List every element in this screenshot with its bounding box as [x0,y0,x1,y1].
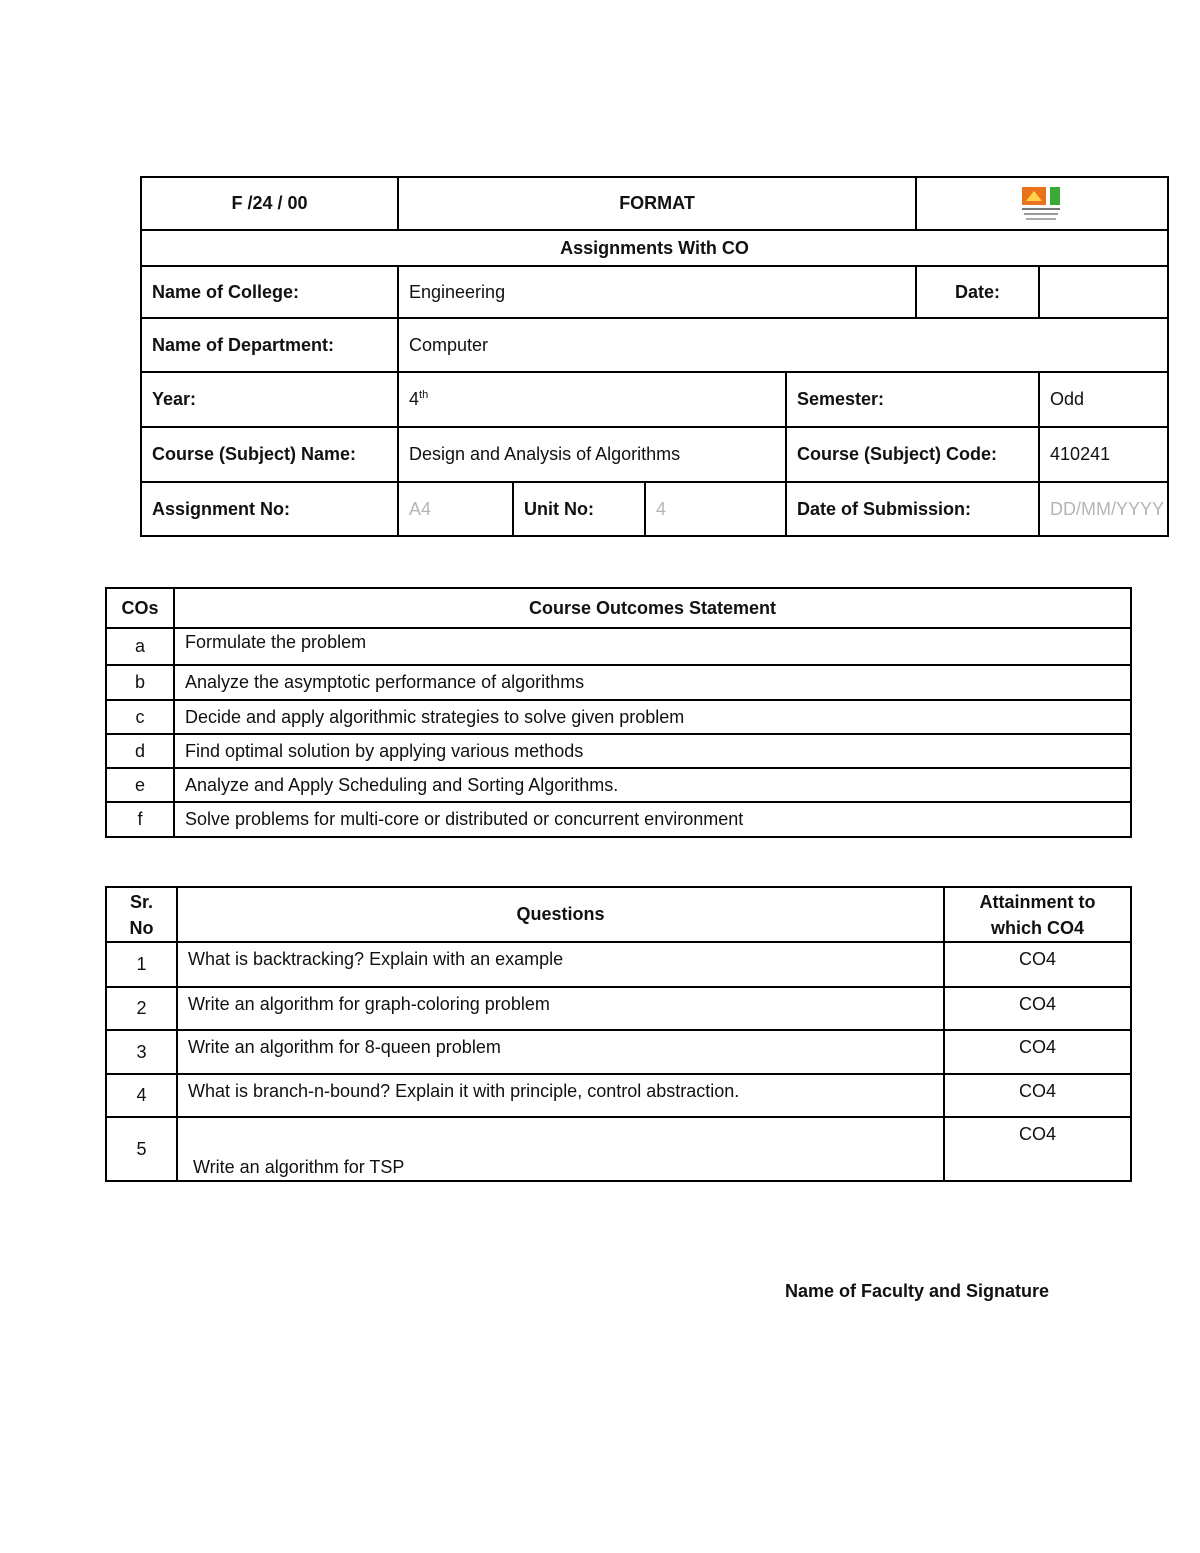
question-text: What is backtracking? Explain with an example [177,942,944,987]
course-name-value: Design and Analysis of Algorithms [398,427,786,482]
table-row [106,942,1131,987]
statement-column-header: Course Outcomes Statement [174,588,1131,628]
semester-value: Odd [1039,372,1168,427]
college-value: Engineering [398,266,916,318]
college-label: Name of College: [141,266,398,318]
co-id: c [106,700,174,734]
question-co: CO4 [944,1074,1131,1117]
unit-no-label: Unit No: [513,482,645,536]
table-row [106,1117,1131,1181]
submission-value: DD/MM/YYYY [1039,482,1168,536]
question-sr: 1 [106,942,177,987]
question-sr: 2 [106,987,177,1030]
co-id: e [106,768,174,802]
course-outcomes-table [105,587,1132,838]
form-code: F /24 / 00 [141,177,398,230]
question-text: What is branch-n-bound? Explain it with principle, control abstraction. [177,1074,944,1117]
faculty-signature-label: Name of Faculty and Signature [785,1281,1050,1301]
attainment-header-line2: which CO4 [990,917,1084,938]
question-text: Write an algorithm for TSP [177,1117,944,1181]
co-id: d [106,734,174,768]
assignment-no-label: Assignment No: [141,482,398,536]
table-row [106,768,1131,802]
semester-label: Semester: [786,372,1039,427]
sr-header-line2: No [129,917,154,938]
course-name-label: Course (Subject) Name: [141,427,398,482]
co-statement: Formulate the problem [174,628,1131,665]
department-value: Computer [398,318,1168,372]
university-logo [1020,185,1064,223]
date-label: Date: [916,266,1039,318]
logo-cell [916,177,1168,230]
co-id: f [106,802,174,837]
attainment-column-header [944,887,1131,942]
co-column-header: COs [106,588,174,628]
co-id: a [106,628,174,665]
question-sr: 4 [106,1074,177,1117]
question-co: CO4 [944,1030,1131,1074]
co-statement: Analyze and Apply Scheduling and Sorting Algorithms. [174,768,1131,802]
table-row [106,665,1131,700]
assignment-no-value: A4 [398,482,513,536]
table-row [106,628,1131,665]
date-value [1039,266,1168,318]
table-row [106,734,1131,768]
sr-header-line1: Sr. [129,891,154,912]
table-row [106,1030,1131,1074]
co-id: b [106,665,174,700]
document-title: Assignments With CO [141,230,1168,266]
sr-no-column-header [106,887,177,942]
table-row [106,987,1131,1030]
format-label: FORMAT [398,177,916,230]
co-statement: Decide and apply algorithmic strategies to solve given problem [174,700,1131,734]
questions-table [105,886,1132,1182]
year-label: Year: [141,372,398,427]
co-statement: Solve problems for multi-core or distributed or concurrent environment [174,802,1131,837]
unit-no-value: 4 [645,482,786,536]
co-statement: Analyze the asymptotic performance of algorithms [174,665,1131,700]
co-statement: Find optimal solution by applying various methods [174,734,1131,768]
question-text: Write an algorithm for graph-coloring problem [177,987,944,1030]
attainment-header-line1: Attainment to [979,891,1096,912]
year-suffix: th [419,389,429,401]
course-code-label: Course (Subject) Code: [786,427,1039,482]
course-code-value: 410241 [1039,427,1168,482]
logo-green-block [1050,187,1060,205]
year-value [398,372,786,427]
questions-column-header: Questions [177,887,944,942]
question-sr: 5 [106,1117,177,1181]
question-co: CO4 [944,987,1131,1030]
table-row [106,700,1131,734]
header-table [140,176,1169,537]
submission-label: Date of Submission: [786,482,1039,536]
question-co: CO4 [944,942,1131,987]
department-label: Name of Department: [141,318,398,372]
question-sr: 3 [106,1030,177,1074]
question-co: CO4 [944,1117,1131,1181]
table-row [106,1074,1131,1117]
table-row [106,802,1131,837]
year-number: 4 [409,389,420,409]
question-text: Write an algorithm for 8-queen problem [177,1030,944,1074]
